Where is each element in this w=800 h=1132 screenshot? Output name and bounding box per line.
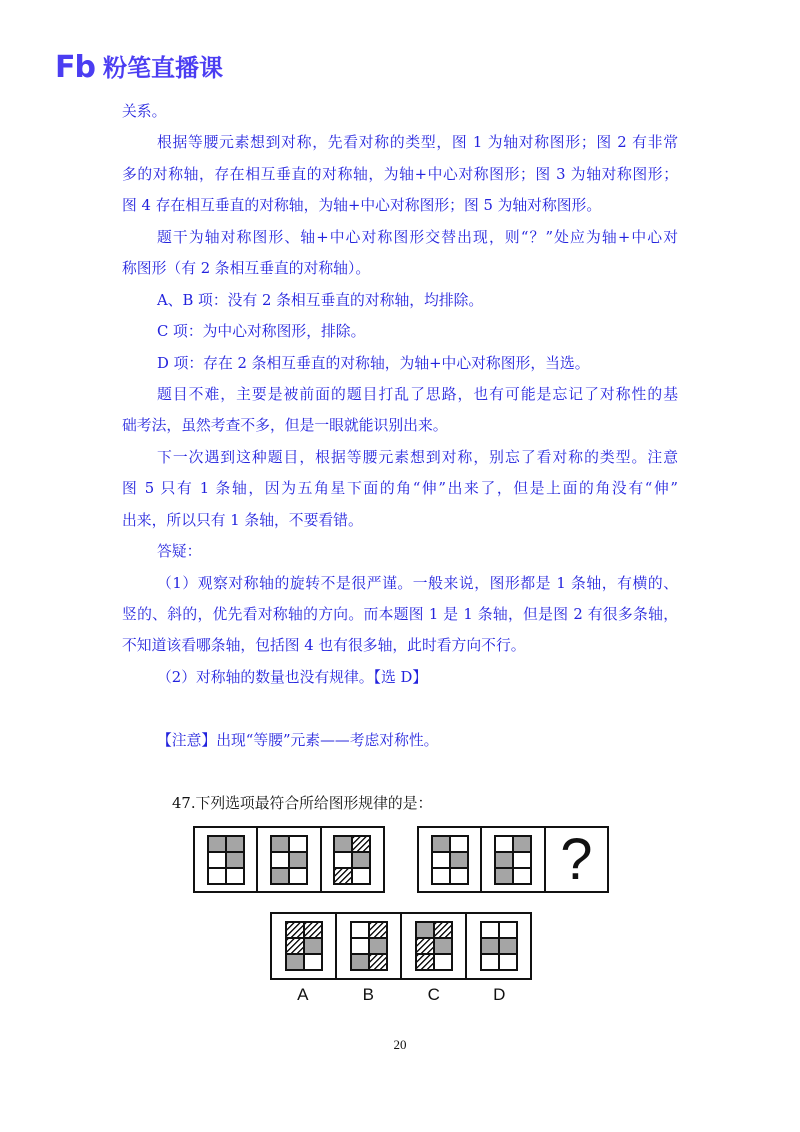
option-c-label: C: [427, 985, 440, 1004]
answer-explanation: [122, 96, 678, 819]
stem-figure-3-square-r3c2-white: [353, 869, 369, 883]
unknown-figure: [544, 828, 607, 891]
explanation-line-4: 图 4 存在相互垂直的对称轴，为轴+中心对称图形；图 5 为轴对称图形。: [122, 197, 602, 215]
explanation-line-17: 竖的、斜的，优先看对称轴的方向。而本题图 1 是 1 条轴，但是图 2 有很多条轴，: [122, 606, 678, 623]
explanation-line-2: 根据等腰元素想到对称，先看对称的类型，图 1 为轴对称图形；图 2 有非常: [157, 134, 678, 152]
option-b-label: B: [362, 985, 374, 1004]
stem-figure-3-grid: [333, 835, 371, 885]
stem-figure-5: [480, 828, 543, 891]
question-stem: 47.下列选项最符合所给图形规律的是：: [172, 794, 433, 812]
stem-figure-3-square-r2c2-gray: [353, 853, 369, 867]
stem-figure-2-square-r2c1-white: [272, 853, 288, 867]
stem-figure-2-square-r2c2-gray: [290, 853, 306, 867]
explanation-line-13: 图 5 只有 1 条轴，因为五角星下面的角“伸”出来了，但是上面的角没有“伸”: [122, 480, 678, 498]
stem-figure-4-square-r3c1-white: [433, 869, 449, 883]
explanation-line-14: 出来，所以只有 1 条轴，不要看错。: [122, 511, 363, 529]
option-d-figure-square-r3c2-white: [500, 955, 516, 969]
stem-figure-1-square-r2c2-gray: [227, 853, 243, 867]
option-c-figure-square-r3c2-white: [435, 955, 451, 969]
stem-figure-1: [195, 828, 256, 891]
stem-figure-group-1: [193, 826, 385, 893]
stem-figure-2-square-r1c2-white: [290, 837, 306, 851]
option-d-figure-square-r1c2-white: [500, 923, 516, 937]
option-b-figure-square-r1c2-hatched: [370, 923, 386, 937]
explanation-line-7: A、B 项：没有 2 条相互垂直的对称轴，均排除。: [157, 291, 484, 309]
explanation-line-19: （2）对称轴的数量也没有规律。【选 D】: [157, 668, 428, 686]
option-b-figure: [335, 914, 400, 978]
option-a-label: A: [297, 985, 309, 1004]
option-d-figure-square-r1c1-white: [482, 923, 498, 937]
stem-figure-1-square-r1c2-gray: [227, 837, 243, 851]
explanation-line-16: （1）观察对称轴的旋转不是很严谨。一般来说，图形都是 1 条轴，有横的、: [157, 574, 678, 592]
explanation-line-15: 答疑：: [157, 543, 202, 561]
stem-figure-3: [320, 828, 383, 891]
stem-figure-3-square-r1c2-hatched: [353, 837, 369, 851]
option-a-figure: [272, 914, 335, 978]
option-a-figure-square-r1c1-hatched: [287, 923, 303, 937]
stem-figure-1-grid: [207, 835, 245, 885]
stem-figure-5-square-r3c2-white: [514, 869, 530, 883]
option-d-figure-square-r3c1-white: [482, 955, 498, 969]
option-b-figure-square-r3c2-hatched: [370, 955, 386, 969]
option-c-figure: [400, 914, 465, 978]
stem-figure-2-square-r1c1-gray: [272, 837, 288, 851]
explanation-line-8: C 项：为中心对称图形，排除。: [157, 323, 366, 341]
explanation-line-1: 关系。: [122, 103, 167, 120]
stem-figure-4-square-r1c1-gray: [433, 837, 449, 851]
option-d-figure-square-r2c1-gray: [482, 939, 498, 953]
explanation-line-10: 题目不难，主要是被前面的题目打乱了思路，也有可能是忘记了对称性的基: [157, 385, 678, 403]
blank-line: [122, 693, 678, 724]
option-a-figure-square-r3c1-gray: [287, 955, 303, 969]
stem-figure-1-square-r3c1-white: [209, 869, 225, 883]
option-d-figure: [465, 914, 530, 978]
explanation-line-12: 下一次遇到这种题目，根据等腰元素想到对称，别忘了看对称的类型。注意: [157, 448, 678, 466]
stem-figure-3-square-r3c1-hatched: [335, 869, 351, 883]
option-figures: [270, 912, 532, 980]
stem-figure-5-grid: [494, 835, 532, 885]
stem-figure-group-2: [417, 826, 609, 893]
stem-figure-4-square-r2c1-white: [433, 853, 449, 867]
option-c-figure-square-r1c1-gray: [417, 923, 433, 937]
option-d-figure-square-r2c2-gray: [500, 939, 516, 953]
stem-figure-4: [419, 828, 480, 891]
stem-figure-4-square-r1c2-white: [451, 837, 467, 851]
option-d-figure-grid: [480, 921, 518, 971]
option-b-figure-grid: [350, 921, 388, 971]
stem-figure-3-square-r1c1-gray: [335, 837, 351, 851]
option-b-figure-square-r2c1-white: [352, 939, 368, 953]
stem-figure-4-square-r3c2-white: [451, 869, 467, 883]
option-b-figure-square-r2c2-gray: [370, 939, 386, 953]
option-a-figure-square-r2c1-hatched: [287, 939, 303, 953]
stem-figure-5-square-r1c1-white: [496, 837, 512, 851]
explanation-line-5: 题干为轴对称图形、轴+中心对称图形交替出现，则“？”处应为轴+中心对: [157, 228, 678, 246]
option-c-figure-square-r2c2-gray: [435, 939, 451, 953]
stem-figure-4-grid: [431, 835, 469, 885]
option-a-figure-square-r3c2-white: [305, 955, 321, 969]
option-a-figure-square-r1c2-hatched: [305, 923, 321, 937]
brand-name: 粉笔直播课: [102, 54, 223, 82]
brand-logo: [55, 52, 223, 84]
option-b-figure-square-r1c1-white: [352, 923, 368, 937]
option-c-figure-grid: [415, 921, 453, 971]
option-a-figure-square-r2c2-gray: [305, 939, 321, 953]
stem-figure-5-square-r2c1-gray: [496, 853, 512, 867]
option-c-figure-square-r1c2-hatched: [435, 923, 451, 937]
stem-figure-1-square-r2c1-white: [209, 853, 225, 867]
stem-figure-2: [256, 828, 319, 891]
option-c-figure-square-r3c1-hatched: [417, 955, 433, 969]
option-c-figure-square-r2c1-hatched: [417, 939, 433, 953]
explanation-line-9: D 项：存在 2 条相互垂直的对称轴，为轴+中心对称图形，当选。: [157, 354, 590, 372]
stem-figure-2-square-r3c2-white: [290, 869, 306, 883]
stem-figure-5-square-r1c2-gray: [514, 837, 530, 851]
option-labels: [270, 982, 532, 1008]
page-number: 20: [393, 1037, 407, 1052]
stem-figure-2-square-r3c1-gray: [272, 869, 288, 883]
explanation-line-11: 础考法，虽然考查不多，但是一眼就能识别出来。: [122, 417, 448, 435]
stem-figure-3-square-r2c1-white: [335, 853, 351, 867]
blank-line: [122, 756, 678, 787]
question-mark-icon: ?: [560, 826, 593, 892]
explanation-line-3: 多的对称轴，存在相互垂直的对称轴，为轴+中心对称图形；图 3 为轴对称图形；: [122, 165, 678, 183]
brand-logo-mark: Fb: [55, 50, 95, 85]
stem-figure-1-square-r1c1-gray: [209, 837, 225, 851]
stem-figure-4-square-r2c2-gray: [451, 853, 467, 867]
stem-figure-5-square-r3c1-gray: [496, 869, 512, 883]
stem-figure-2-grid: [270, 835, 308, 885]
stem-figure-5-square-r2c2-white: [514, 853, 530, 867]
option-d-label: D: [493, 985, 506, 1004]
explanation-line-18: 不知道该看哪条轴，包括图 4 也有很多轴，此时看方向不行。: [122, 637, 526, 655]
option-b-figure-square-r3c1-gray: [352, 955, 368, 969]
option-a-figure-grid: [285, 921, 323, 971]
stem-figure-1-square-r3c2-white: [227, 869, 243, 883]
explanation-line-6: 称图形（有 2 条相互垂直的对称轴）。: [122, 260, 371, 278]
note-line: 【注意】出现“等腰”元素——考虑对称性。: [157, 731, 439, 749]
